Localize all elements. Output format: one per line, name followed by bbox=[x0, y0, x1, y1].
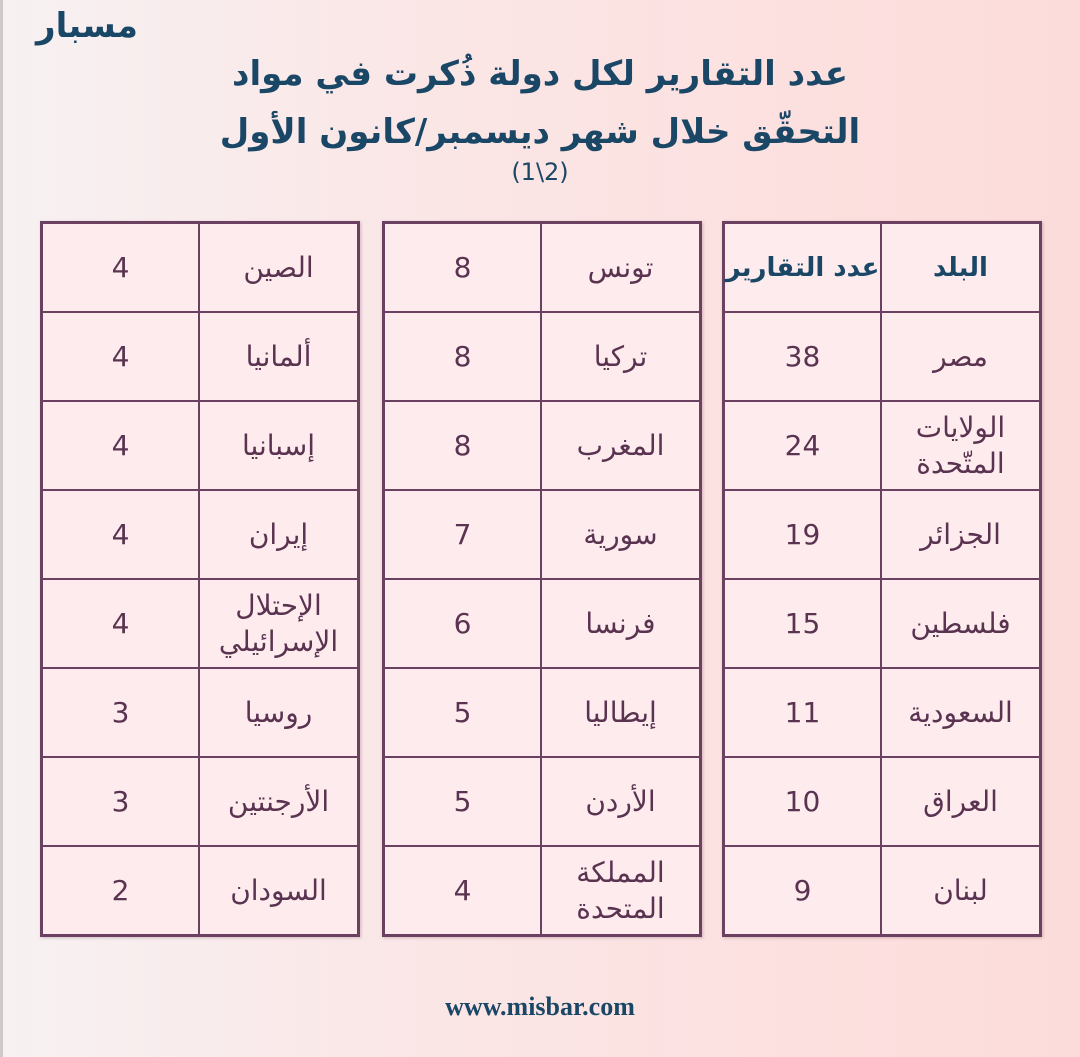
table-row bbox=[724, 579, 1041, 668]
table-row bbox=[724, 312, 1041, 401]
count-cell: 15 bbox=[724, 579, 882, 668]
country-cell: المملكة المتحدة bbox=[541, 846, 701, 936]
count-cell: 10 bbox=[724, 757, 882, 846]
header-country: البلد bbox=[881, 223, 1041, 313]
table-row bbox=[42, 490, 359, 579]
table-row bbox=[42, 668, 359, 757]
count-cell: 6 bbox=[384, 579, 542, 668]
country-cell: فرنسا bbox=[541, 579, 701, 668]
country-cell: تركيا bbox=[541, 312, 701, 401]
page-indicator: (1\2) bbox=[511, 158, 569, 186]
table-row bbox=[384, 846, 701, 936]
table-row bbox=[42, 846, 359, 936]
country-cell: الولايات المتّحدة bbox=[881, 401, 1041, 490]
country-cell: الأرجنتين bbox=[199, 757, 359, 846]
table-row bbox=[384, 757, 701, 846]
count-cell: 4 bbox=[42, 579, 200, 668]
country-cell: روسيا bbox=[199, 668, 359, 757]
table-row bbox=[42, 312, 359, 401]
country-cell: الأردن bbox=[541, 757, 701, 846]
count-cell: 38 bbox=[724, 312, 882, 401]
count-cell: 8 bbox=[384, 401, 542, 490]
table-row bbox=[42, 757, 359, 846]
country-cell: إيطاليا bbox=[541, 668, 701, 757]
count-cell: 4 bbox=[42, 490, 200, 579]
table-row bbox=[724, 401, 1041, 490]
count-cell: 19 bbox=[724, 490, 882, 579]
count-cell: 2 bbox=[42, 846, 200, 936]
country-cell: الصين bbox=[199, 223, 359, 313]
page-title-line-1: عدد التقارير لكل دولة ذُكرت في مواد bbox=[232, 54, 848, 94]
table-row bbox=[42, 579, 359, 668]
header-count: عدد التقارير bbox=[724, 223, 882, 313]
table-row bbox=[384, 223, 701, 313]
table-row bbox=[724, 668, 1041, 757]
website-url: www.misbar.com bbox=[445, 992, 635, 1021]
count-cell: 5 bbox=[384, 668, 542, 757]
count-cell: 9 bbox=[724, 846, 882, 936]
country-cell: ألمانيا bbox=[199, 312, 359, 401]
page-title-line-2: التحقّق خلال شهر ديسمبر/كانون الأول bbox=[219, 112, 861, 152]
count-cell: 4 bbox=[42, 223, 200, 313]
table-row bbox=[384, 401, 701, 490]
table-row bbox=[42, 223, 359, 313]
table-header-row bbox=[724, 223, 1041, 313]
country-cell: فلسطين bbox=[881, 579, 1041, 668]
count-cell: 8 bbox=[384, 223, 542, 313]
country-cell: لبنان bbox=[881, 846, 1041, 936]
country-cell: إيران bbox=[199, 490, 359, 579]
misbar-logo: مسبار bbox=[36, 6, 138, 46]
count-cell: 5 bbox=[384, 757, 542, 846]
table-row bbox=[724, 846, 1041, 936]
country-cell: المغرب bbox=[541, 401, 701, 490]
table-column-1 bbox=[722, 221, 1042, 937]
country-cell: سورية bbox=[541, 490, 701, 579]
count-cell: 11 bbox=[724, 668, 882, 757]
table-row bbox=[384, 490, 701, 579]
count-cell: 24 bbox=[724, 401, 882, 490]
count-cell: 8 bbox=[384, 312, 542, 401]
country-cell: تونس bbox=[541, 223, 701, 313]
table-column-3 bbox=[40, 221, 360, 937]
country-cell: السعودية bbox=[881, 668, 1041, 757]
count-cell: 7 bbox=[384, 490, 542, 579]
table-row bbox=[42, 401, 359, 490]
count-cell: 3 bbox=[42, 757, 200, 846]
count-cell: 4 bbox=[42, 401, 200, 490]
table-row bbox=[724, 490, 1041, 579]
table-row bbox=[384, 668, 701, 757]
country-cell: السودان bbox=[199, 846, 359, 936]
count-cell: 4 bbox=[42, 312, 200, 401]
count-cell: 4 bbox=[384, 846, 542, 936]
country-cell: الإحتلال الإسرائيلي bbox=[199, 579, 359, 668]
count-cell: 3 bbox=[42, 668, 200, 757]
table-column-2 bbox=[382, 221, 702, 937]
country-cell: العراق bbox=[881, 757, 1041, 846]
country-cell: الجزائر bbox=[881, 490, 1041, 579]
table-row bbox=[384, 312, 701, 401]
country-cell: مصر bbox=[881, 312, 1041, 401]
table-row bbox=[724, 757, 1041, 846]
country-cell: إسبانيا bbox=[199, 401, 359, 490]
table-row bbox=[384, 579, 701, 668]
